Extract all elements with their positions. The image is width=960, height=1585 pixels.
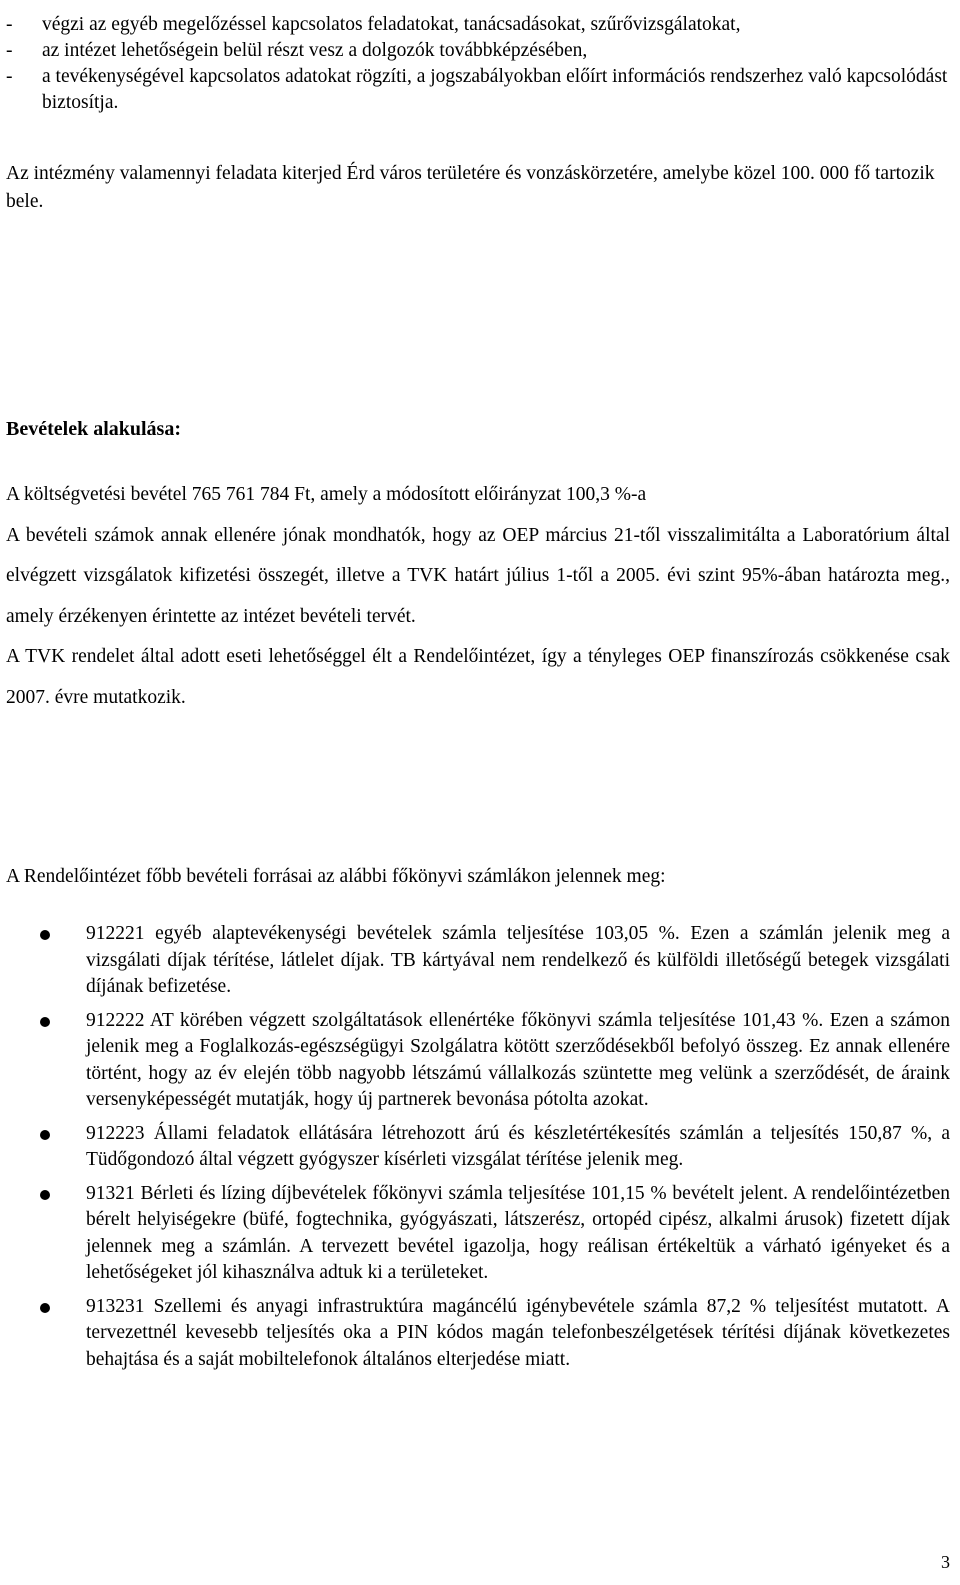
dash-list-item bbox=[6, 38, 950, 64]
bullet-icon bbox=[0, 1294, 44, 1374]
dash-item-text: a tevékenységével kapcsolatos adatokat rögzíti, a jogszabályokban előírt információs rendszerhez való kapcsolódást biztosítja. bbox=[42, 66, 948, 113]
section-heading: Bevételek alakulása: bbox=[6, 418, 181, 440]
list-item-text: 91321 Bérleti és lízing díjbevételek főkönyvi számla teljesítése 101,15 % bevételt jelent. A rendelőintézetben bérelt helyiségekre (büfé, fogtechnika, gyógyászati, látszerész, ortopéd cipész, alkalmi árusok) fizetett díjak jelennek meg a számlán. A tervezett bevétel igazolja, hogy reálisan értékeltük a várható igényeket és a lehetőségeket jól kihasználva adtuk ki a területeket. bbox=[86, 1182, 950, 1283]
list-item-text: 912222 AT körében végzett szolgáltatások ellenértéke főkönyvi számla teljesítése 101,43 %. Ezen a számon jelenik meg a Foglalkozás-egészségügyi Szolgálatra kötött szerződésekből befolyó összeg. Ez annak ellenére történt, hogy az év elején több nagyobb létszámú vállalkozás szüntette meg velünk a szerződését, de áraink versenyképességét mutatják, hogy új partnerek bevonása pótolta azokat. bbox=[86, 1009, 950, 1110]
intro-paragraph: Az intézmény valamennyi feladata kiterjed Érd város területére és vonzáskörzetére, amelybe közel 100. 000 fő tartozik bele. bbox=[6, 163, 935, 212]
bullet-icon bbox=[0, 1181, 44, 1287]
bullet-icon bbox=[0, 921, 44, 1001]
bullet-icon bbox=[0, 1008, 44, 1114]
dash-list-item bbox=[6, 12, 950, 38]
list-item bbox=[0, 1181, 950, 1287]
list-item bbox=[0, 921, 950, 1001]
budget-summary-line: A költségvetési bevétel 765 761 784 Ft, amely a módosított előirányzat 100,3 %-a bbox=[6, 484, 647, 505]
tvk-paragraph: A TVK rendelet által adott eseti lehetőséggel élt a Rendelőintézet, így a tényleges OEP finanszírozás csökkenése csak 2007. évre mutatkozik. bbox=[6, 646, 950, 708]
budget-section bbox=[6, 475, 950, 718]
dash-marker: - bbox=[6, 40, 13, 61]
revenue-sources-list bbox=[0, 921, 950, 1380]
page-number: 3 bbox=[941, 1552, 950, 1572]
dash-marker: - bbox=[6, 66, 13, 87]
list-item bbox=[0, 1008, 950, 1114]
list-item bbox=[0, 1121, 950, 1174]
dash-list-item bbox=[6, 64, 950, 116]
list-item-text: 912223 Állami feladatok ellátására létrehozott árú és készletértékesítés számlán a teljesítés 150,87 %, a Tüdőgondozó által végzett gyógyszer kísérleti vizsgálat térítése jelenik meg. bbox=[86, 1122, 950, 1170]
list-item-text: 912221 egyéb alaptevékenységi bevételek számla teljesítése 103,05 %. Ezen a számlán jelenik meg a vizsgálati díjak térítése, látlelet díjak. TB kártyával nem rendelkező és külföldi illetőségű betegek vizsgálati díjának befizetése. bbox=[86, 923, 950, 997]
dash-marker: - bbox=[6, 14, 13, 35]
list-item bbox=[0, 1294, 950, 1374]
list-item-text: 913231 Szellemi és anyagi infrastruktúra magáncélú igénybevétele számla 87,2 % teljesítést mutatott. A tervezettnél kevesebb teljesítés oka a PIN kódos magán telefonbeszélgetések térítési díjának következetes behajtása és a saját mobiltelefonok általános elterjedése miatt. bbox=[86, 1295, 950, 1370]
dash-item-text: az intézet lehetőségein belül részt vesz a dolgozók továbbképzésében, bbox=[42, 40, 588, 61]
dash-item-text: végzi az egyéb megelőzéssel kapcsolatos feladatokat, tanácsadásokat, szűrővizsgálatokat, bbox=[42, 14, 741, 35]
bullet-icon bbox=[0, 1121, 44, 1174]
task-dash-list bbox=[6, 12, 950, 116]
sources-title: A Rendelőintézet főbb bevételi forrásai az alábbi főkönyvi számlákon jelennek meg: bbox=[6, 866, 666, 887]
revenue-explanation-paragraph: A bevételi számok annak ellenére jónak mondhatók, hogy az OEP március 21-től visszalimitálta a Laboratórium által elvégzett vizsgálatok kifizetési összegét, illetve a TVK határt július 1-től a 2005. évi szint 95%-ában határozta meg., amely érzékenyen érintette az intézet bevételi tervét. bbox=[6, 524, 950, 627]
